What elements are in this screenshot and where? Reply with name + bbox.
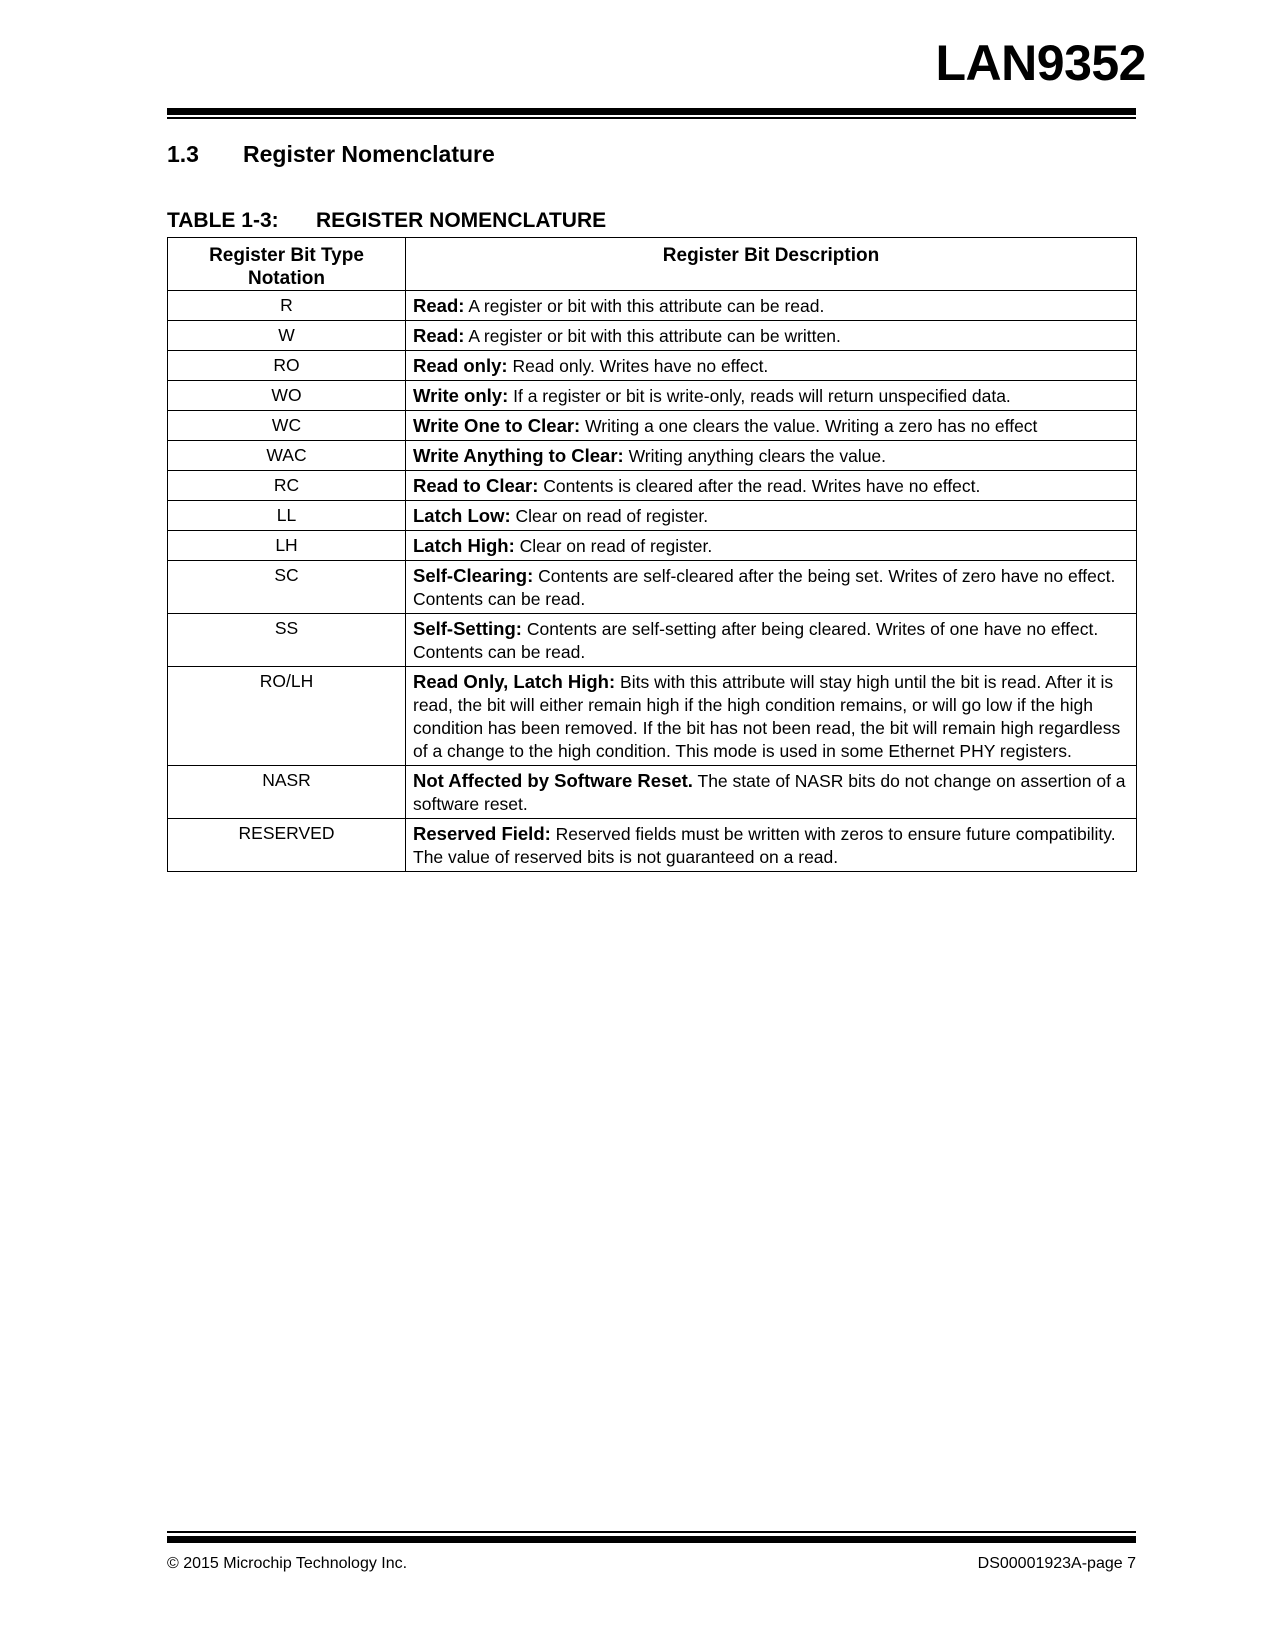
- description-text: Clear on read of register.: [515, 506, 709, 526]
- description-text: Contents are self-setting after being cleared. Writes of one have no effect. Contents can be read.: [413, 619, 1099, 662]
- table-row: [168, 441, 1137, 471]
- description-cell: [406, 291, 1137, 321]
- description-term: Latch High:: [413, 535, 515, 556]
- description-term: Reserved Field:: [413, 823, 551, 844]
- description-text: A register or bit with this attribute can be written.: [468, 326, 841, 346]
- description-cell: [406, 614, 1137, 667]
- notation-cell: W: [168, 321, 406, 351]
- description-term: Read only:: [413, 355, 508, 376]
- column-header-notation: Register Bit Type Notation: [168, 238, 406, 291]
- footer-rule-thick: [167, 1536, 1136, 1543]
- document-title: LAN9352: [935, 35, 1146, 91]
- description-text: Writing a one clears the value. Writing a zero has no effect: [585, 416, 1038, 436]
- description-cell: [406, 667, 1137, 766]
- description-term: Write only:: [413, 385, 509, 406]
- description-text: The state of NASR bits do not change on assertion of a software reset.: [413, 771, 1126, 814]
- notation-cell: WC: [168, 411, 406, 441]
- notation-cell: RC: [168, 471, 406, 501]
- header-rule-thick: [167, 108, 1136, 115]
- description-term: Write One to Clear:: [413, 415, 581, 436]
- table-caption: [167, 210, 606, 231]
- table-row: [168, 321, 1137, 351]
- table-caption-title: REGISTER NOMENCLATURE: [316, 209, 607, 232]
- description-cell: [406, 471, 1137, 501]
- table-row: [168, 471, 1137, 501]
- description-text: Contents are self-cleared after the being set. Writes of zero have no effect. Contents can be read.: [413, 566, 1116, 609]
- description-text: Clear on read of register.: [519, 536, 713, 556]
- notation-cell: LL: [168, 501, 406, 531]
- notation-cell: RO: [168, 351, 406, 381]
- table-row: [168, 561, 1137, 614]
- description-cell: [406, 561, 1137, 614]
- table-row: [168, 381, 1137, 411]
- column-header-description: Register Bit Description: [406, 238, 1137, 291]
- description-term: Self-Setting:: [413, 618, 522, 639]
- notation-cell: NASR: [168, 766, 406, 819]
- description-text: Contents is cleared after the read. Writes have no effect.: [543, 476, 981, 496]
- footer-page-reference: DS00001923A-page 7: [977, 1555, 1136, 1572]
- description-text: Reserved fields must be written with zeros to ensure future compatibility. The value of reserved bits is not guaranteed on a read.: [413, 824, 1116, 867]
- description-term: Latch Low:: [413, 505, 511, 526]
- description-cell: [406, 411, 1137, 441]
- description-cell: [406, 501, 1137, 531]
- description-text: A register or bit with this attribute can be read.: [468, 296, 825, 316]
- table-row: [168, 531, 1137, 561]
- description-text: Bits with this attribute will stay high until the bit is read. After it is read, the bit will either remain high if the high condition remains, or will go low if the high condition has been removed. If the bit has not been read, the bit will remain high regardless of a change to the high condition. This mode is used in some Ethernet PHY registers.: [413, 672, 1121, 761]
- table-row: [168, 351, 1137, 381]
- notation-cell: WO: [168, 381, 406, 411]
- notation-cell: SS: [168, 614, 406, 667]
- description-cell: [406, 531, 1137, 561]
- table-row: [168, 291, 1137, 321]
- description-cell: [406, 381, 1137, 411]
- section-number: 1.3: [167, 141, 199, 167]
- table-row: [168, 411, 1137, 441]
- notation-cell: RO/LH: [168, 667, 406, 766]
- section-title: Register Nomenclature: [243, 141, 495, 167]
- notation-cell: LH: [168, 531, 406, 561]
- table-caption-label: TABLE 1-3:: [167, 209, 279, 232]
- table-row: [168, 667, 1137, 766]
- description-term: Read Only, Latch High:: [413, 671, 616, 692]
- description-cell: [406, 441, 1137, 471]
- register-nomenclature-table: [167, 237, 1137, 872]
- description-text: Read only. Writes have no effect.: [512, 356, 769, 376]
- table-body: [168, 291, 1137, 872]
- section-heading: [167, 143, 495, 166]
- description-term: Read:: [413, 325, 465, 346]
- table-row: [168, 766, 1137, 819]
- notation-cell: WAC: [168, 441, 406, 471]
- description-term: Read to Clear:: [413, 475, 539, 496]
- description-cell: [406, 766, 1137, 819]
- description-cell: [406, 819, 1137, 872]
- notation-cell: SC: [168, 561, 406, 614]
- table-row: [168, 819, 1137, 872]
- footer-rule-thin: [167, 1531, 1136, 1533]
- description-term: Read:: [413, 295, 465, 316]
- description-cell: [406, 321, 1137, 351]
- description-text: If a register or bit is write-only, reads will return unspecified data.: [513, 386, 1011, 406]
- table-row: [168, 614, 1137, 667]
- footer-copyright: © 2015 Microchip Technology Inc.: [167, 1555, 408, 1572]
- table-header-row: [168, 238, 1137, 291]
- description-term: Self-Clearing:: [413, 565, 534, 586]
- header-rule-thin: [167, 117, 1136, 119]
- description-term: Write Anything to Clear:: [413, 445, 624, 466]
- notation-cell: RESERVED: [168, 819, 406, 872]
- description-cell: [406, 351, 1137, 381]
- description-term: Not Affected by Software Reset.: [413, 770, 693, 791]
- notation-cell: R: [168, 291, 406, 321]
- description-text: Writing anything clears the value.: [628, 446, 887, 466]
- table-row: [168, 501, 1137, 531]
